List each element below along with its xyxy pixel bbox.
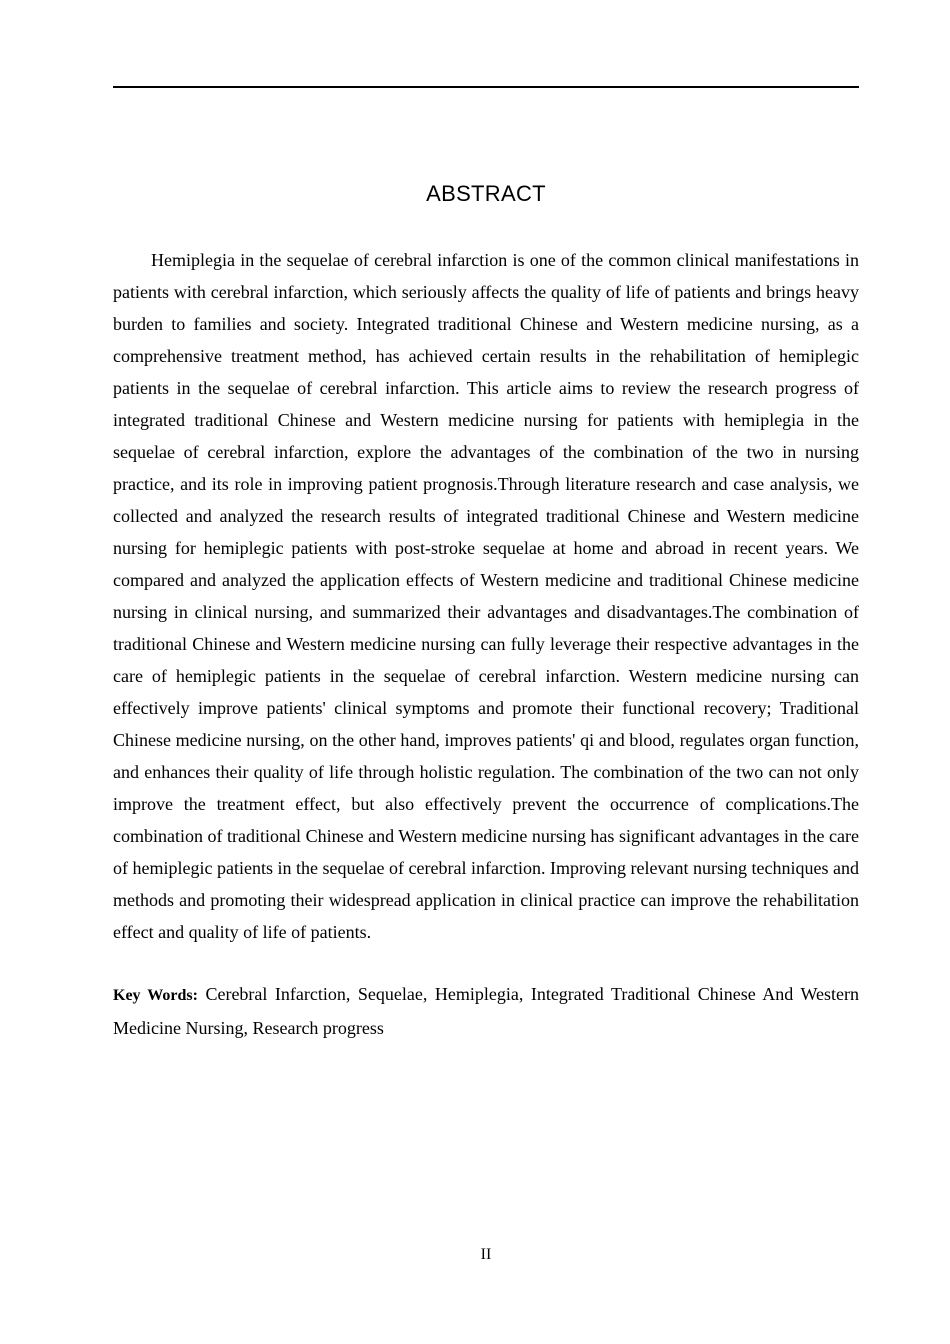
keywords-label: Key Words: [113,987,198,1004]
abstract-body: Hemiplegia in the sequelae of cerebral infarction is one of the common clinical manifestations in patients with cerebral infarction, which seriously affects the quality of life of patients and brings heavy burden to families and society. Integrated traditional Chinese and Western medicine nursing, as a comprehensive treatment method, has achieved certain results in the rehabilitation of hemiplegic patients in the sequelae of cerebral infarction. This article aims to review the research progress of integrated traditional Chinese and Western medicine nursing for patients with hemiplegia in the sequelae of cerebral infarction, explore the advantages of the combination of the two in nursing practice, and its role in improving patient prognosis.Through literature research and case analysis, we collected and analyzed the research results of integrated traditional Chinese and Western medicine nursing for hemiplegic patients with post-stroke sequelae at home and abroad in recent years. We compared and analyzed the application effects of Western medicine and traditional Chinese medicine nursing in clinical nursing, and summarized their advantages and disadvantages.The combination of traditional Chinese and Western medicine nursing can fully leverage their respective advantages in the care of hemiplegic patients in the sequelae of cerebral infarction. Western medicine nursing can effectively improve patients' clinical symptoms and promote their functional recovery; Traditional Chinese medicine nursing, on the other hand, improves patients' qi and blood, regulates organ function, and enhances their quality of life through holistic regulation. The combination of the two can not only improve the treatment effect, but also effectively prevent the occurrence of complications.The combination of traditional Chinese and Western medicine nursing has significant advantages in the care of hemiplegic patients in the sequelae of cerebral infarction. Improving relevant nursing techniques and methods and promoting their widespread application in clinical practice can improve the rehabilitation effect and quality of life of patients. [113,250,859,942]
keywords-paragraph [113,978,859,1044]
page-number: II [480,1246,492,1263]
header-rule [113,86,859,88]
keywords-text: Cerebral Infarction, Sequelae, Hemiplegia, Integrated Traditional Chinese And Western Medicine Nursing, Research progress [113,984,859,1038]
abstract-title: ABSTRACT [426,181,546,206]
